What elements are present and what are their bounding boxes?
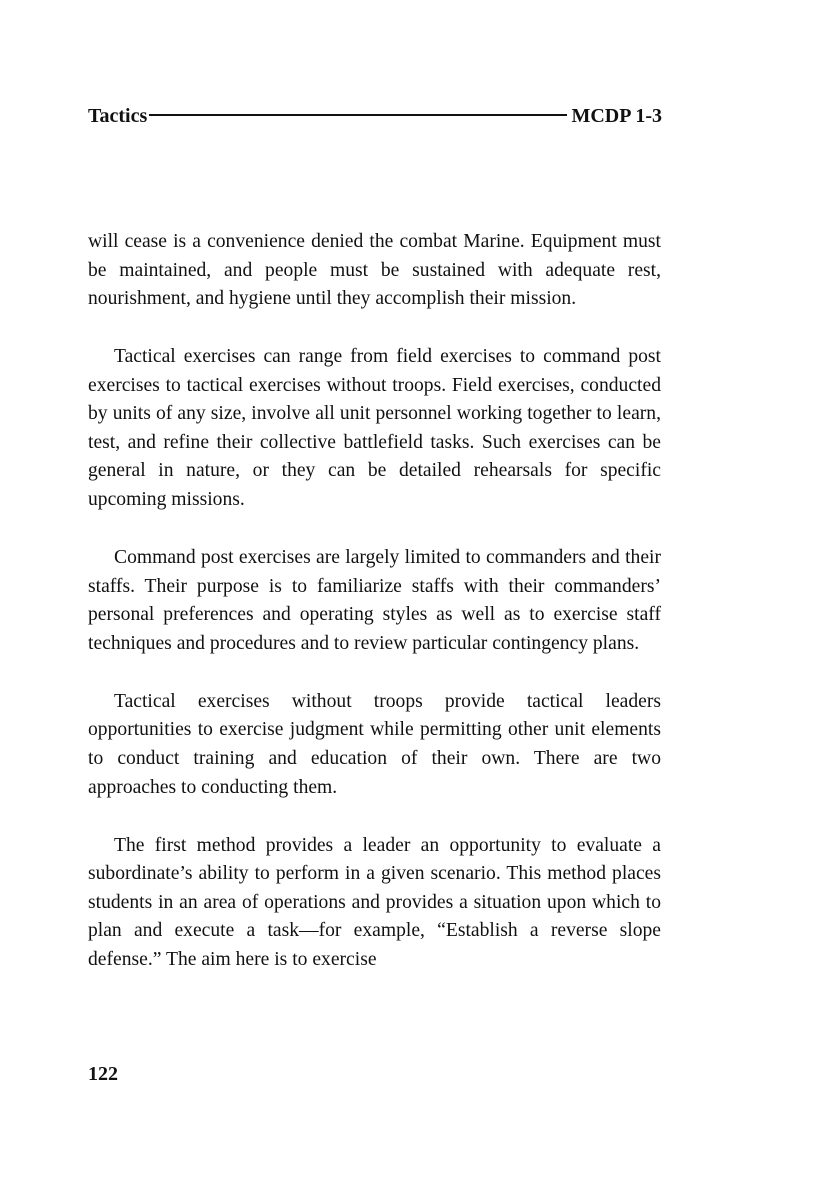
body-text [88,228,661,1004]
running-head-section: Tactics [88,104,148,127]
running-head-rule [149,114,567,116]
paragraph-first-method: The first method provides a leader an opportunity to evaluate a subordinate’s ability to perform in a given scenario. This method places students in an area of operations and provides a situation upon which to plan and execute a task—for example, “Establish a reverse slope defense.” The aim here is to exercise [88,834,661,970]
paragraph-command-post-exercises: Command post exercises are largely limited to commanders and their staffs. Their purpose is to familiarize staffs with their commanders’ personal preferences and operating styles as well as to exercise staff techniques and procedures and to review particular contingency plans. [88,547,661,654]
page-number: 122 [88,1063,118,1085]
paragraph-tewt: Tactical exercises without troops provide tactical leaders opportunities to exercise judgment while permitting other unit elements to conduct training and education of their own. There are two approaches to conducting them. [88,690,661,798]
running-head-publication: MCDP 1-3 [571,104,662,127]
running-head [88,103,662,129]
paragraph-tactical-exercises: Tactical exercises can range from field exercises to command post exercises to tactical exercises without troops. Field exercises, conducted by units of any size, involve all unit personnel working together to learn, test, and refine their collective battlefield tasks. Such exercises can be general in nature, or they can be detailed rehearsals for specific upcoming missions. [88,346,661,510]
paragraph-continued: will cease is a convenience denied the combat Marine. Equipment must be maintained, and people must be sustained with adequate rest, nourishment, and hygiene until they accomplish their mission. [88,231,661,310]
